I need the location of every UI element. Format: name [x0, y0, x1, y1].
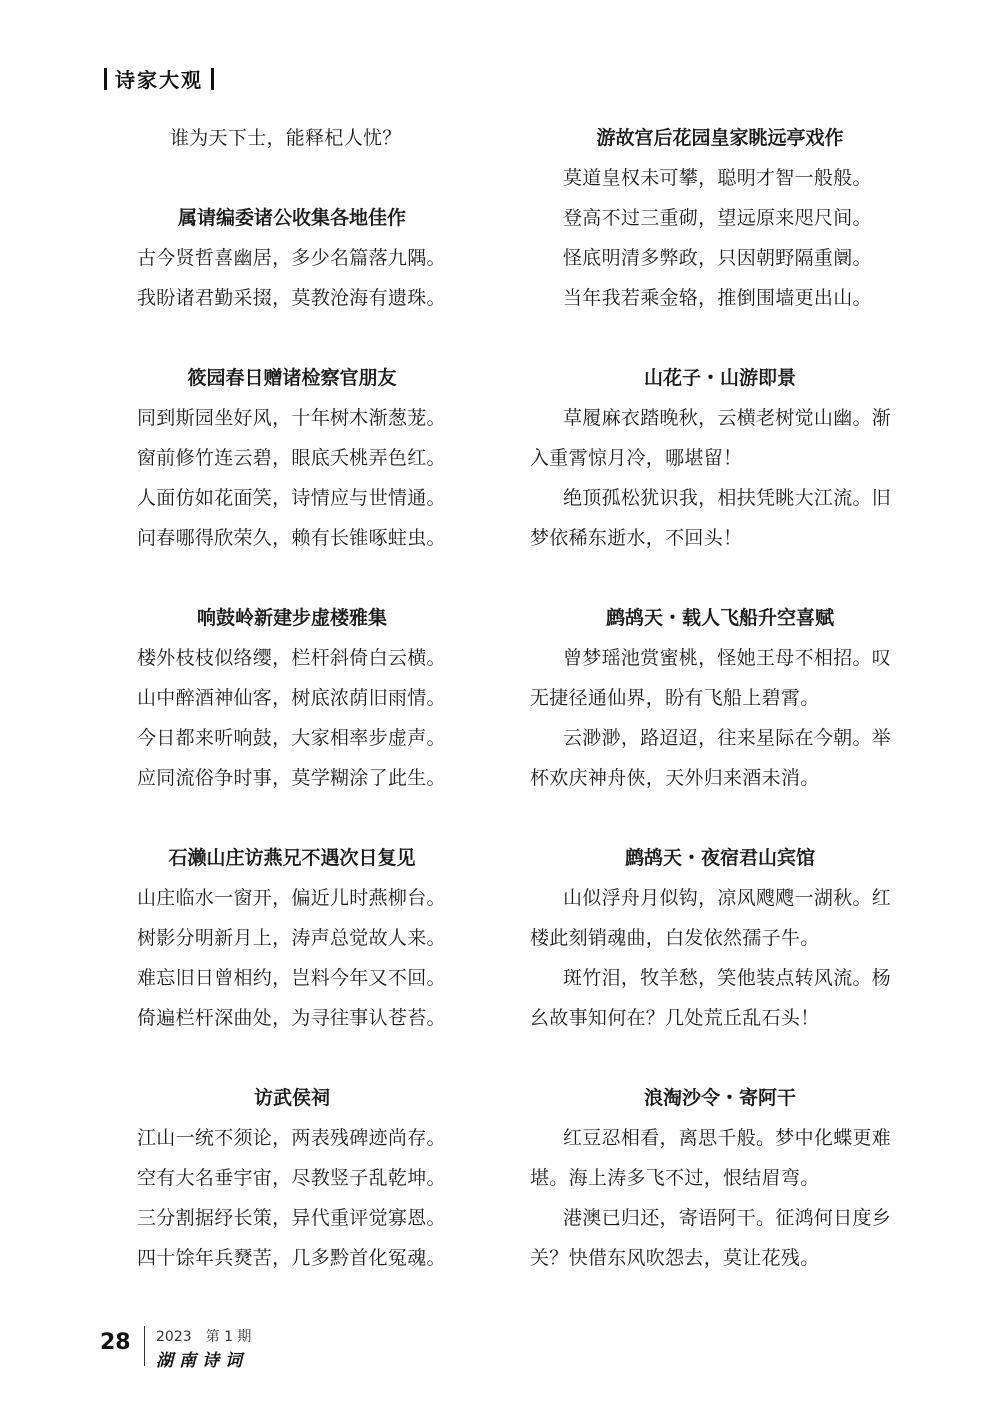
poem-line: 梦依稀东逝水，不回头！	[530, 527, 743, 549]
poem-title: 响鼓岭新建步虚楼雅集	[196, 607, 387, 629]
poem-line: 登高不过三重砌，望远原来咫尺间。	[563, 207, 872, 229]
poem-title: 筱园春日赠诸检察官朋友	[187, 367, 397, 389]
poem-line: 怪底明清多弊政，只因朝野隔重阛。	[563, 247, 872, 269]
poem-line: 古今贤哲喜幽居，多少名篇落九隅。	[137, 247, 446, 269]
poem-title: 属请编委诸公收集各地佳作	[177, 207, 406, 229]
poem-line: 楼此刻销魂曲，白发依然孺子牛。	[530, 927, 820, 949]
issue-label: 2023 第 1 期	[156, 1329, 252, 1345]
poem-line: 斑竹泪，牧羊愁，笑他装点转风流。杨	[563, 967, 892, 989]
poem-line: 楼外枝枝似络缨，栏杆斜倚白云横。	[137, 647, 446, 669]
poem-line: 问春哪得欣荣久，赖有长锥啄蛀虫。	[137, 527, 446, 549]
poem-title: 访武侯祠	[253, 1087, 330, 1109]
section-header	[104, 64, 222, 93]
poem-line: 三分割据纾长策，异代重评觉寡恩。	[137, 1207, 446, 1229]
poem-line: 应同流俗争时事，莫学糊涂了此生。	[137, 767, 446, 789]
poem-line: 江山一统不须论，两表残碑迹尚存。	[137, 1127, 446, 1149]
poem-line: 我盼诸君勤采掇，莫教沧海有遗珠。	[137, 287, 446, 309]
continuation-line: 谁为天下士，能释杞人忧？	[170, 127, 402, 149]
poem-line: 山似浮舟月似钩，凉风飕飕一湖秋。红	[563, 887, 892, 909]
poem-line: 杯欢庆神舟俠，天外归来酒未消。	[530, 767, 820, 789]
poem-line: 同到斯园坐好风，十年树木渐葱茏。	[137, 407, 446, 429]
poem-line: 无捷径通仙界，盼有飞船上碧霄。	[530, 687, 820, 709]
poem-line: 入重霄惊月冷，哪堪留！	[530, 447, 743, 469]
poem-line: 曾梦瑶池赏蜜桃，怪她王母不相招。叹	[563, 647, 892, 669]
header-bar-right	[211, 68, 214, 90]
poem-line: 红豆忍相看，离思千般。梦中化蝶更难	[563, 1127, 892, 1149]
page-number: 28	[100, 1330, 131, 1355]
poem-line: 四十馀年兵燹苦，几多黔首化冤魂。	[137, 1247, 446, 1269]
poem-line: 云渺渺，路迢迢，往来星际在今朝。举	[563, 727, 892, 749]
poem-line: 难忘旧日曾相约，岂料今年又不回。	[137, 967, 446, 989]
right-column	[530, 118, 910, 1278]
poem-line: 莫道皇权未可攀，聪明才智一般般。	[563, 167, 872, 189]
poem-line: 幺故事知何在？几处荒丘乱石头！	[530, 1007, 820, 1029]
poem-title: 游故宫后花园皇家眺远亭戏作	[596, 127, 844, 149]
header-bar-left	[104, 68, 107, 90]
poem-line: 人面仿如花面笑，诗情应与世情通。	[137, 487, 446, 509]
poem-title: 山花子・山游即景	[643, 367, 796, 389]
poem-line: 山庄临水一窗开，偏近儿时燕柳台。	[137, 887, 446, 909]
poem-line: 绝顶孤松犹识我，相扶凭眺大江流。旧	[563, 487, 892, 509]
magazine-name: 湖南诗词	[156, 1351, 248, 1371]
left-column	[137, 118, 447, 1278]
poem-line: 山中醉酒神仙客，树底浓荫旧雨情。	[137, 687, 446, 709]
poem-title: 鹧鸪天・夜宿君山宾馆	[624, 847, 815, 869]
poem-line: 关？快借东风吹怨去，莫让花残。	[530, 1247, 820, 1269]
poem-line: 树影分明新月上，涛声总觉故人来。	[137, 927, 446, 949]
poem-title: 石濑山庄访燕兄不遇次日复见	[168, 847, 416, 869]
poem-line: 窗前修竹连云碧，眼底夭桃弄色红。	[137, 447, 446, 469]
section-title: 诗家大观	[115, 68, 203, 92]
poem-line: 空有大名垂宇宙，尽教竖子乱乾坤。	[137, 1167, 446, 1189]
poem-title: 浪淘沙令・寄阿干	[643, 1087, 796, 1109]
poem-title: 鹧鸪天・载人飞船升空喜赋	[605, 607, 834, 629]
poem-line: 草履麻衣踏晚秋，云横老树觉山幽。渐	[563, 407, 892, 429]
poem-line: 当年我若乘金辂，推倒围墙更出山。	[563, 287, 872, 309]
footer-divider	[144, 1326, 145, 1366]
poem-line: 倚遍栏杆深曲处，为寻往事认苍苔。	[137, 1007, 446, 1029]
poem-line: 今日都来听响鼓，大家相率步虚声。	[137, 727, 446, 749]
poem-line: 堪。海上涛多飞不过，恨结眉弯。	[530, 1167, 820, 1189]
poem-line: 港澳已归还，寄语阿干。征鸿何日度乡	[563, 1207, 892, 1229]
